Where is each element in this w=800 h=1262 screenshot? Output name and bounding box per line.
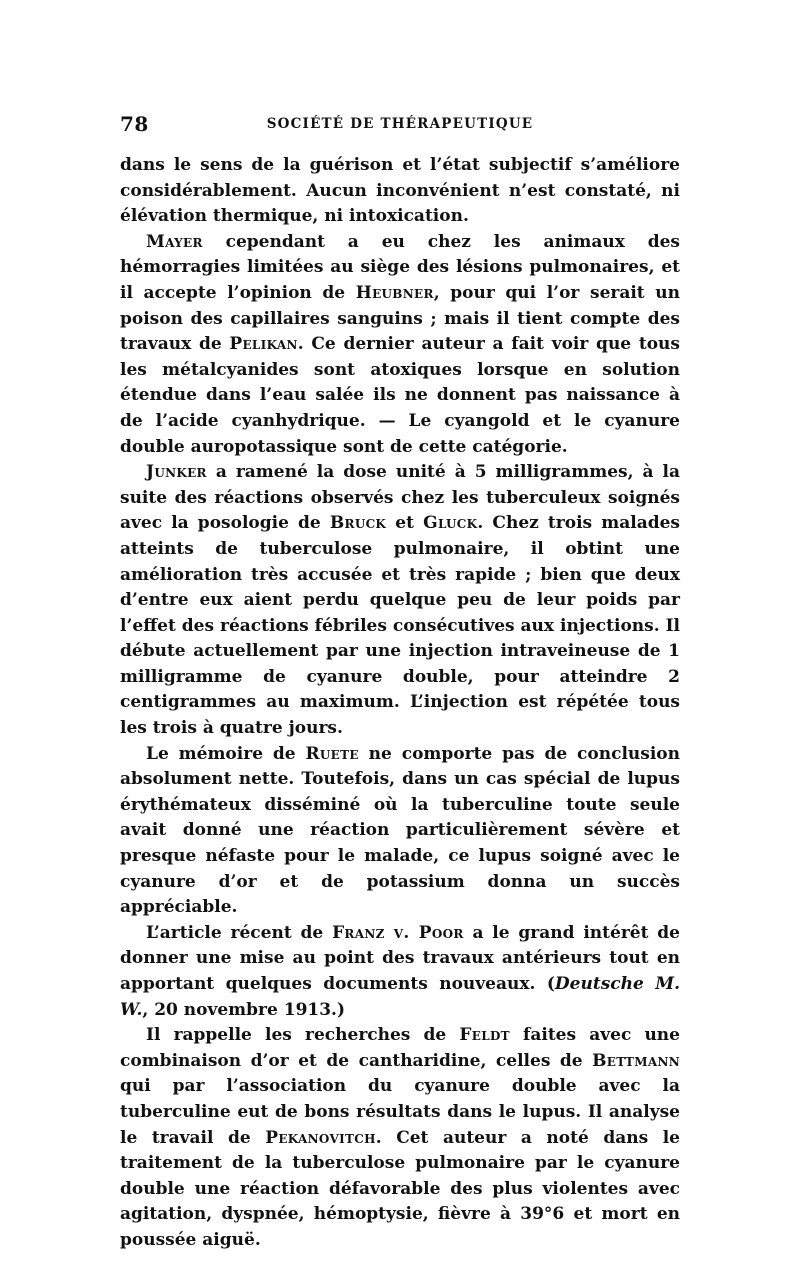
text-segment: cependant a eu chez les animaux des hémorragies limitées au siège des lésions pulmonaires, et il accepte l’opinion de — [120, 231, 680, 303]
text-segment: . Ce dernier auteur a fait voir que tous les métalcyanides sont atoxiques lorsque en solution étendue dans l’eau salée ils ne donnent pas naissance à de l’acide cyanhydrique. — Le cyangold et le cyanure double auropotassique sont de cette catégorie. — [120, 334, 680, 457]
author-name: Pekanovitch — [265, 1127, 376, 1148]
author-name: Bettmann — [592, 1050, 680, 1071]
text-segment: dans le sens de la guérison et l’état subjectif s’améliore considérablement. Aucun inconvénient n’est constaté, ni élévation thermique, ni intoxication. — [120, 155, 680, 227]
author-name: Pelikan — [229, 334, 298, 355]
text-segment: L’article récent de — [146, 922, 333, 943]
text-segment: faites avec une combinaison d’or et de cantharidine, celles de — [120, 1025, 680, 1071]
body-text — [120, 153, 680, 1254]
author-name: Ruete — [305, 743, 359, 764]
paragraph — [120, 742, 680, 921]
paragraph — [120, 230, 680, 460]
page-header — [120, 112, 680, 138]
page-number: 78 — [120, 112, 149, 136]
text-segment: . Chez trois malades atteints de tuberculose pulmonaire, il obtint une amélioration très accusée et très rapide ; bien que deux d’entre eux aient perdu quelque peu de leur poids par l’effet des réactions fébriles consécutives aux injections. Il débute actuellement par une injection intraveineuse de 1 milligramme de cyanure double, pour atteindre 2 centigrammes au maximum. L’injection est répétée tous les trois à quatre jours. — [120, 513, 680, 739]
paragraph — [120, 921, 680, 1023]
text-segment: a le grand intérêt de donner une mise au point des travaux antérieurs tout en apportant quelques documents nouveaux. ( — [120, 922, 680, 994]
text-segment: , 20 novembre 1913.) — [142, 999, 346, 1020]
author-name: Junker — [146, 462, 207, 483]
running-head: SOCIÉTÉ DE THÉRAPEUTIQUE — [266, 116, 534, 132]
author-name: Franz v. Poor — [332, 922, 464, 943]
author-name: Gluck — [423, 513, 478, 534]
paragraph — [120, 153, 680, 230]
text-segment: ne comporte pas de conclusion absolument nette. Toutefois, dans un cas spécial de lupus érythémateux disséminé où la tuberculine toute seule avait donné une réaction particulièrement sévère et presque néfaste pour le malade, ce lupus soigné avec le cyanure d’or et de potassium donna un succès appréciable. — [120, 743, 680, 918]
author-name: Heubner — [355, 282, 434, 303]
author-name: Feldt — [459, 1025, 510, 1046]
paragraph — [120, 1023, 680, 1253]
text-segment: et — [386, 513, 424, 534]
text-segment: Le mémoire de — [146, 743, 306, 764]
text-segment: Il rappelle les recherches de — [146, 1025, 460, 1046]
author-name: Mayer — [146, 231, 203, 252]
paragraph — [120, 460, 680, 742]
journal-title: Deutsche M. W. — [120, 974, 680, 1020]
text-segment: qui par l’association du cyanure double avec la tuberculine eut de bons résultats dans le lupus. Il analyse le travail de — [120, 1076, 680, 1148]
text-segment: a ramené la dose unité à 5 milligrammes, à la suite des réactions observés chez les tuberculeux soignés avec la posologie de — [120, 462, 680, 534]
text-segment: , pour qui l’or serait un poison des capillaires sanguins ; mais il tient compte des travaux de — [120, 282, 680, 355]
author-name: Bruck — [329, 513, 387, 534]
text-segment: . Cet auteur a noté dans le traitement de la tuberculose pulmonaire par le cyanure double une réaction défavorable des plus violentes avec agitation, dyspnée, hémoptysie, fièvre à 39°6 et mort en poussée aiguë. — [120, 1127, 680, 1250]
